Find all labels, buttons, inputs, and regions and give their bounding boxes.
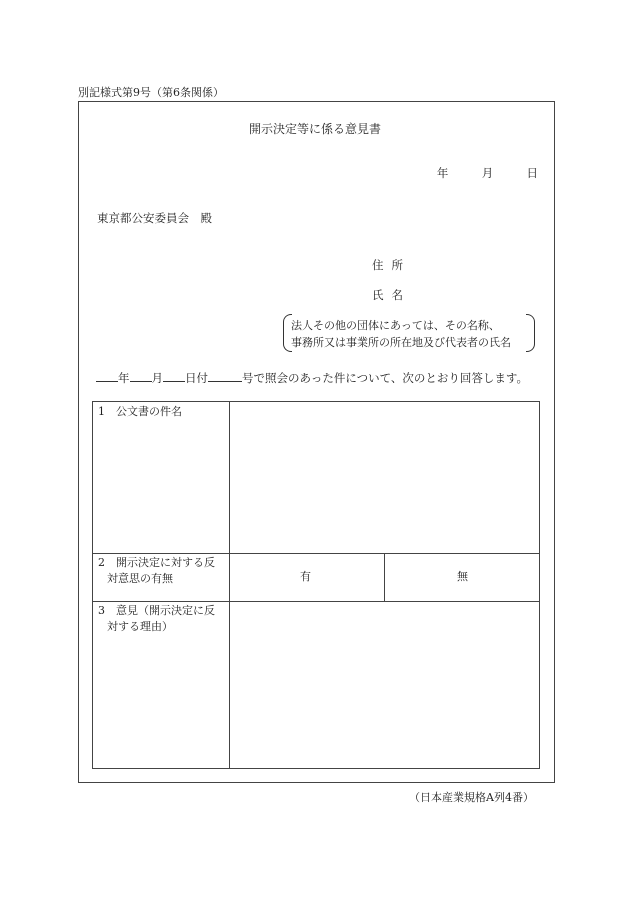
ref-year-label: 年 [118, 371, 130, 385]
form-number-label: 別記様式第9号（第6条関係） [78, 86, 224, 99]
yes-no-divider [384, 553, 385, 601]
ref-month-label: 月 [151, 371, 163, 385]
right-bracket [526, 314, 535, 352]
blank-day [163, 369, 185, 382]
no-option: 無 [457, 570, 468, 583]
date-line [437, 165, 538, 181]
ref-date-suffix: 日付 [185, 371, 208, 385]
row1-label: 1 公文書の件名 [98, 405, 182, 418]
date-year-label: 年 [436, 166, 449, 180]
table-column-divider [229, 402, 230, 768]
address-label: 住所 [372, 258, 411, 272]
corporation-note-line2: 事務所又は事業所の所在地及び代表者の氏名 [291, 336, 511, 349]
blank-year [96, 369, 118, 382]
ref-number-suffix: 号で照会のあった件について、次のとおり回答します。 [242, 371, 529, 385]
paper-size-note: （日本産業規格A列4番） [409, 791, 534, 804]
row3-label-line1: 3 意見（開示決定に反 [98, 604, 215, 617]
corporation-note-line1: 法人その他の団体にあっては、その名称、 [291, 319, 500, 332]
date-month-label: 月 [481, 166, 494, 180]
corporation-note [283, 314, 535, 352]
recipient-line: 東京都公安委員会 殿 [97, 211, 212, 225]
row2-label-line1: 2 開示決定に対する反 [98, 556, 215, 569]
row3-label-line2: 対する理由） [107, 620, 173, 633]
blank-month [130, 369, 152, 382]
blank-number [208, 369, 242, 382]
name-label: 氏名 [372, 288, 411, 302]
table-row-divider-2 [93, 601, 539, 602]
reference-line [96, 369, 528, 386]
yes-option: 有 [300, 570, 311, 583]
document-title: 開示決定等に係る意見書 [248, 122, 381, 136]
row2-label-line2: 対意思の有無 [107, 572, 173, 585]
date-day-label: 日 [526, 166, 538, 180]
table-row-divider-1 [93, 553, 539, 554]
answer-table [92, 401, 540, 769]
